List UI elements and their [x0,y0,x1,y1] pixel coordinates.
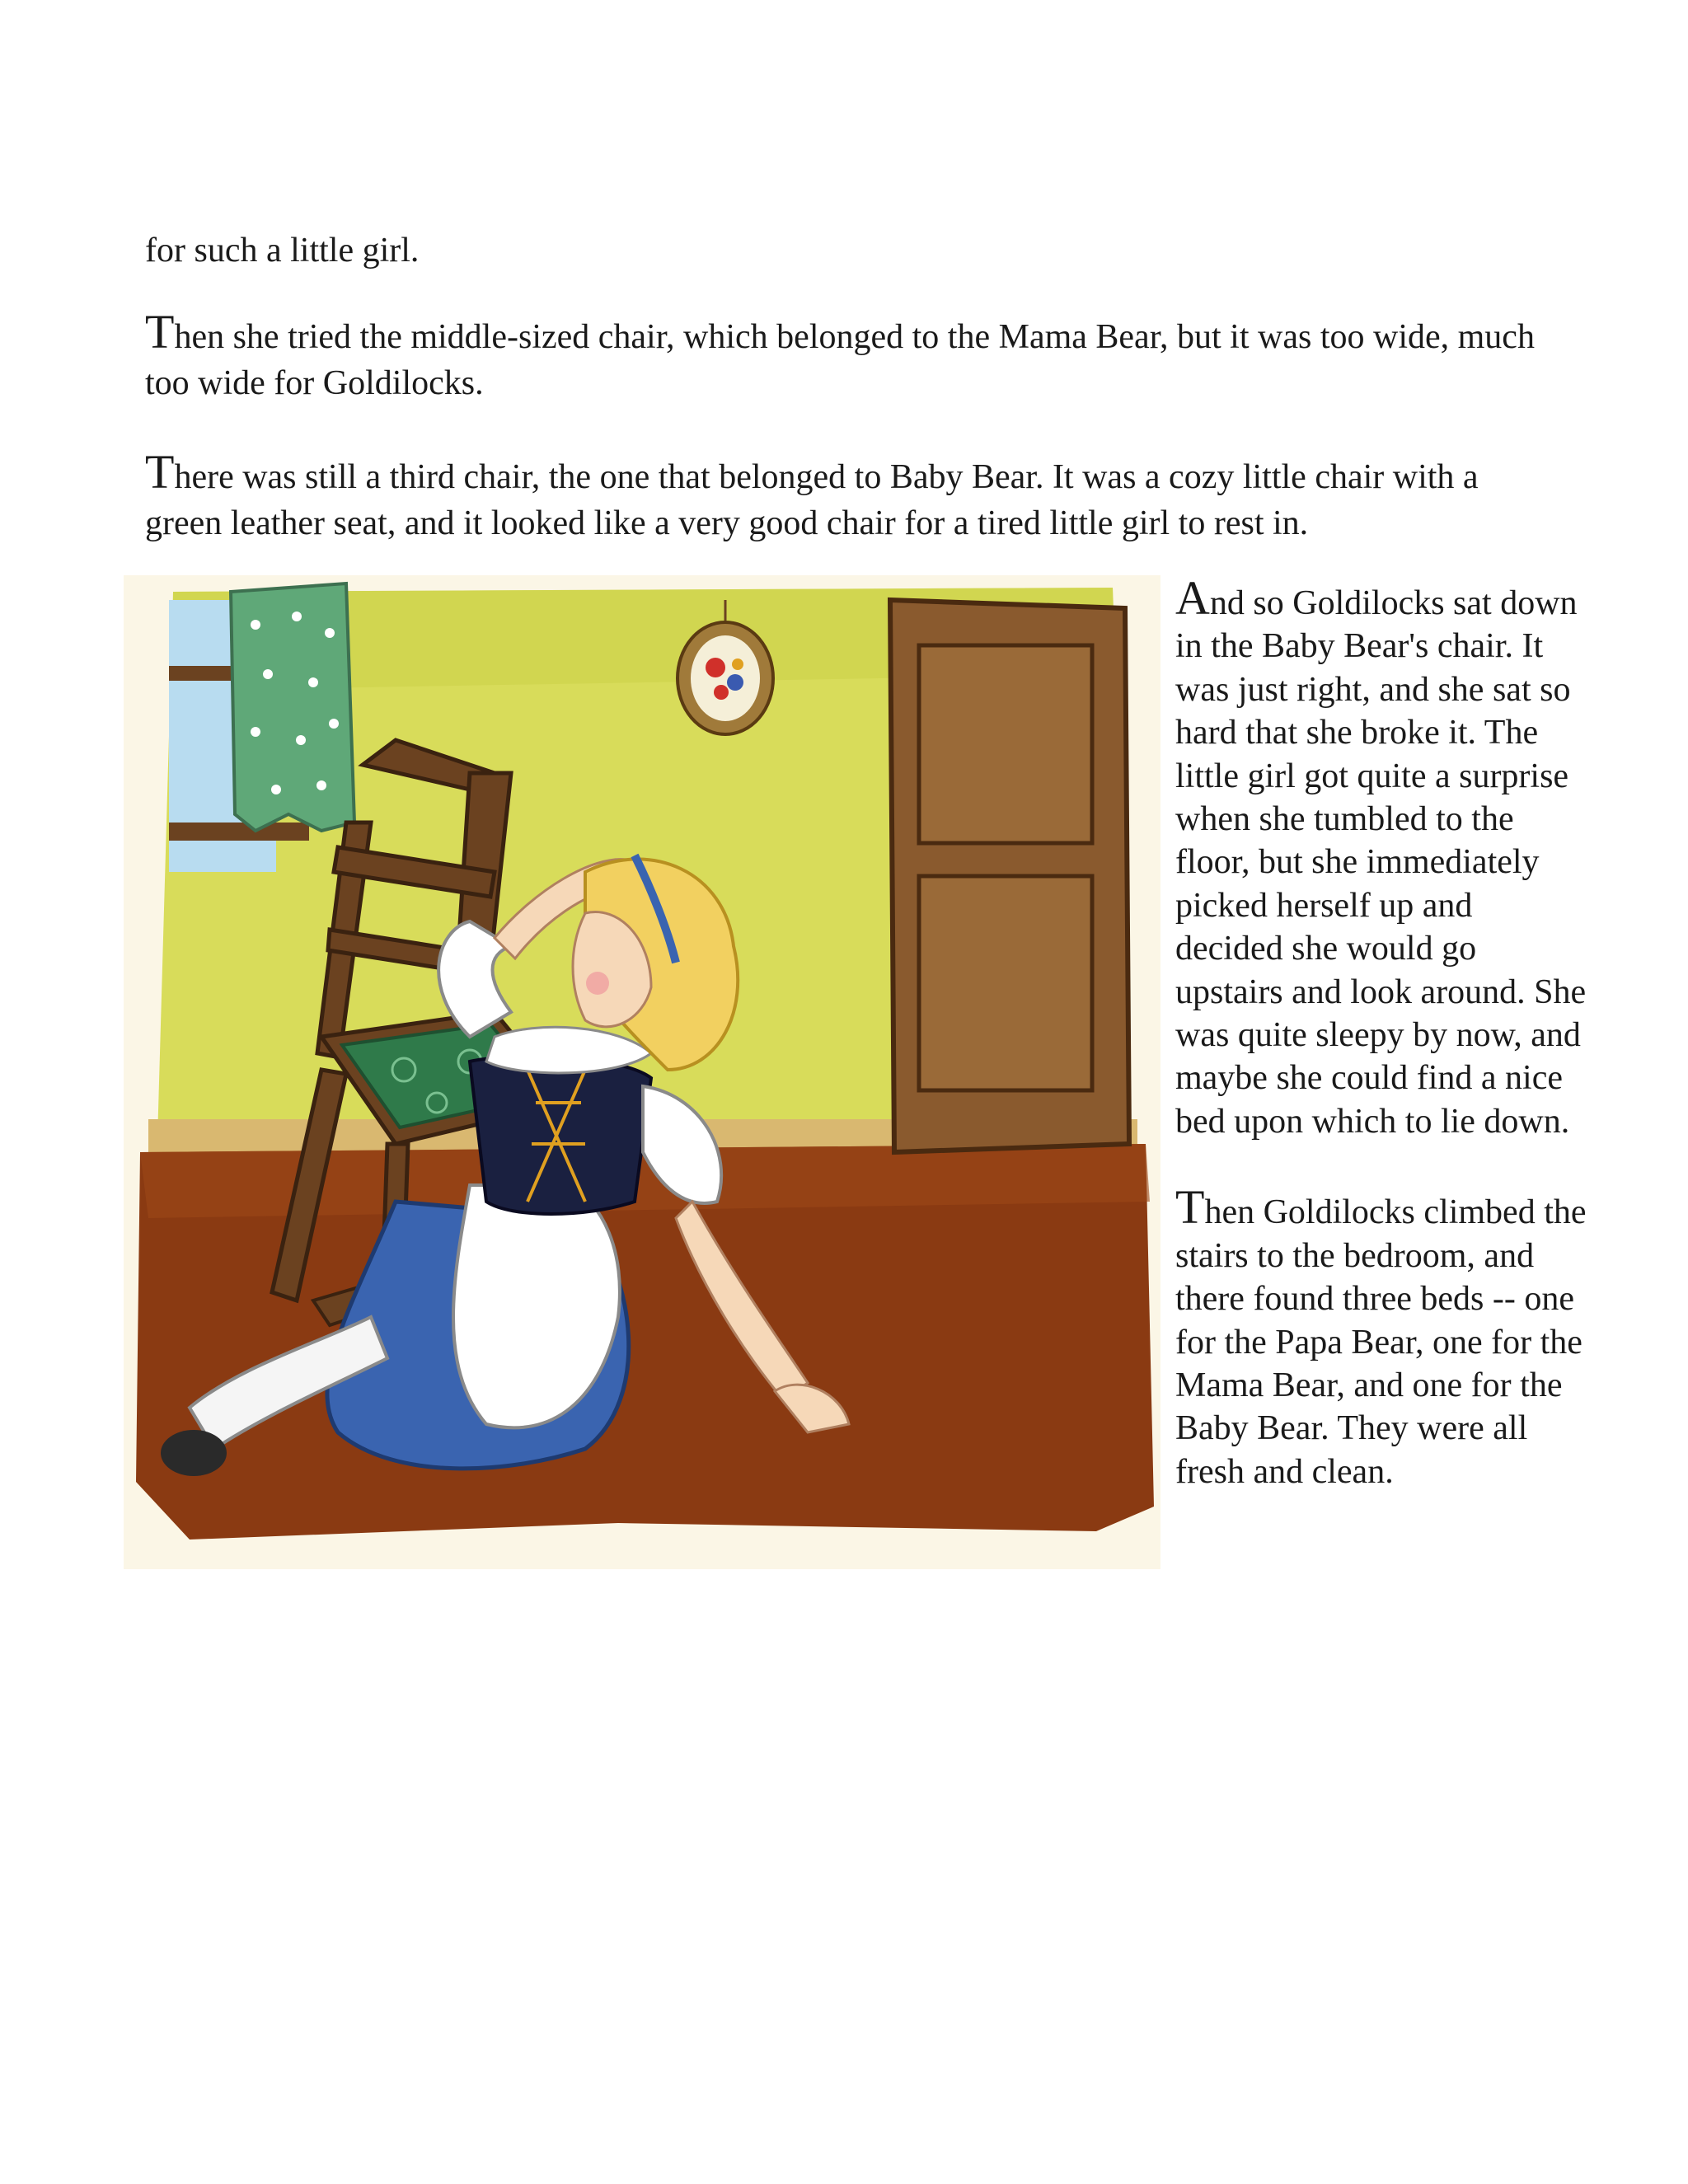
drop-cap: A [1175,571,1210,625]
paragraph-broke-chair [1175,571,1587,1143]
paragraph-middle-chair [145,305,1546,406]
paragraph-text: here was still a third chair, the one that belonged to Baby Bear. It was a cozy little chair with a green leather seat, and it looked like a very good chair for a tired little girl to rest in. [145,458,1479,542]
paragraph-text: for such a little girl. [145,232,420,269]
side-text-column [1175,571,1587,1493]
paragraph-text: hen Goldilocks climbed the stairs to the bedroom, and there found three beds -- one for the Papa Bear, one for the Mama Bear, and one for the Baby Bear. They were all fresh and clean. [1175,1193,1587,1491]
drop-cap: T [1175,1180,1205,1235]
drop-cap: T [145,445,175,499]
paragraph-continuation [145,223,1546,274]
paragraph-three-beds [1175,1180,1587,1493]
goldilocks-broken-chair-illustration [124,575,1160,1569]
paragraph-third-chair [145,445,1546,546]
paragraph-text: hen she tried the middle-sized chair, which belonged to the Mama Bear, but it was too wide, much too wide for Goldilocks. [145,318,1535,402]
paragraph-gap [1175,1143,1587,1186]
drop-cap: T [145,305,175,359]
paragraph-text: nd so Goldilocks sat down in the Baby Bear's chair. It was just right, and she sat so hard that she broke it. The little girl got quite a surprise when she tumbled to the floor, but she immediately picked herself up and decided she would go upstairs and look around. She was quite sleepy by now, and maybe she could find a nice bed upon which to lie down. [1175,584,1587,1141]
